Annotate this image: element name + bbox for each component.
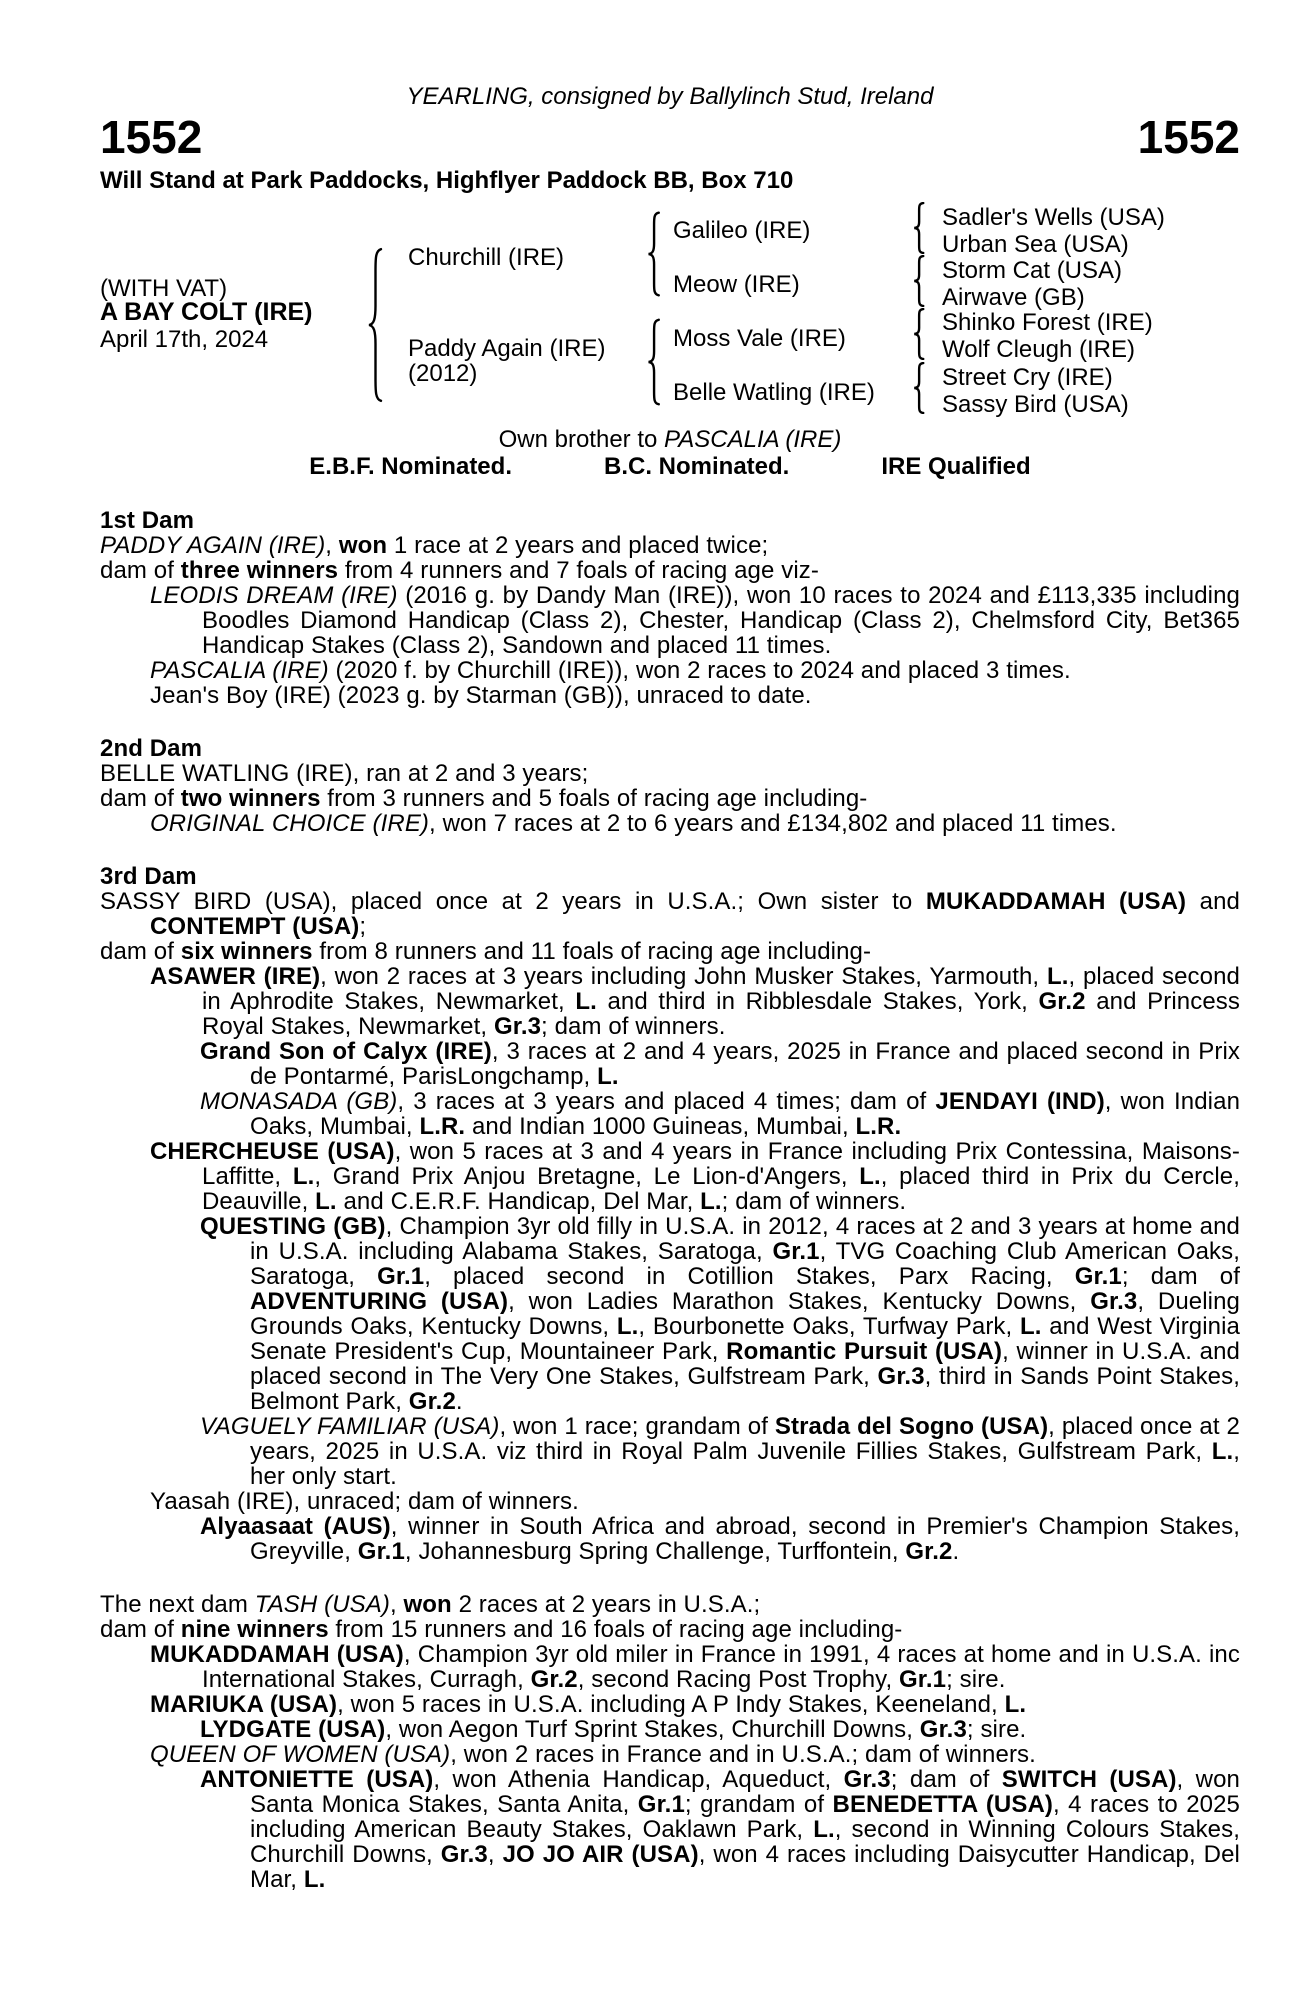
horse-entry-leodis-dream <box>100 583 1240 658</box>
text-segment: Gr.1 <box>357 1538 405 1565</box>
text-segment: two winners <box>180 785 321 812</box>
text-segment: L. <box>700 1188 722 1215</box>
dam-entry-belle-watling <box>100 761 1240 786</box>
great-grandparent-name: Street Cry (IRE) <box>942 364 1113 391</box>
nominations-line <box>100 453 1240 481</box>
text-segment: ; <box>359 913 367 940</box>
text-segment: , won 5 races in U.S.A. including A P Indy Stakes, Keeneland, <box>337 1691 1005 1718</box>
grandparent-name: Meow (IRE) <box>673 271 800 298</box>
text-segment: L. <box>616 1313 639 1340</box>
horse-entry-yaasah <box>100 1489 1240 1514</box>
pedigree-brace-icon <box>912 202 927 254</box>
text-segment: dam of <box>100 1616 181 1643</box>
great-grandparent-name: Shinko Forest (IRE) <box>942 309 1153 336</box>
text-segment: , Bourbonette Oaks, Turfway Park, <box>638 1313 1020 1340</box>
text-segment: Gr.1 <box>637 1791 685 1818</box>
text-segment: L. <box>1004 1691 1027 1718</box>
text-segment: L. <box>597 1063 619 1090</box>
lot-number-right: 1552 <box>1137 111 1240 163</box>
pedigree-text-body <box>100 508 1240 1892</box>
text-segment: ANTONIETTE (USA) <box>200 1766 434 1793</box>
horse-entry-asawer <box>100 964 1240 1039</box>
great-grandparent-name: Wolf Cleugh (IRE) <box>942 336 1135 363</box>
pedigree-brace-icon <box>912 362 927 414</box>
text-segment: 2 races at 2 years in U.S.A.; <box>451 1591 761 1618</box>
foal-date: April 17th, 2024 <box>100 326 269 353</box>
text-segment: , Grand Prix Anjou Bretagne, Le Lion-d'Angers, <box>314 1163 860 1190</box>
section-heading-2nd-dam <box>100 736 1240 761</box>
text-segment: MUKADDAMAH (USA) <box>150 1641 404 1668</box>
text-segment: nine winners <box>180 1616 329 1643</box>
text-segment: Gr.3 <box>877 1363 925 1390</box>
text-segment: , 4 races to 2025 including American Beauty Stakes, Oaklawn Park, <box>250 1791 1240 1843</box>
text-segment: , 3 races at 2 and 4 years, 2025 in France and placed second in Prix de Pontarmé, ParisLongchamp, <box>250 1038 1240 1090</box>
text-segment: LEODIS DREAM (IRE) <box>150 582 398 609</box>
text-segment: 1 race at 2 years and placed twice; <box>387 532 769 559</box>
nomination-ebf: E.B.F. Nominated. <box>309 453 512 480</box>
text-segment: CONTEMPT (USA) <box>150 913 360 940</box>
text-segment: TASH (USA) <box>254 1591 390 1618</box>
dam-produce-summary <box>100 939 1240 964</box>
text-segment: Gr.1 <box>377 1263 425 1290</box>
text-segment: , Johannesburg Spring Challenge, Turffontein, <box>404 1538 906 1565</box>
text-segment: Grand Son of Calyx (IRE) <box>200 1038 492 1065</box>
text-segment: PADDY AGAIN (IRE) <box>100 532 326 559</box>
text-segment: SWITCH (USA) <box>1001 1766 1177 1793</box>
text-segment: , won 1 race; grandam of <box>499 1413 775 1440</box>
dam-name: Paddy Again (IRE) <box>408 335 606 362</box>
horse-entry-monasada <box>100 1089 1240 1139</box>
text-segment: Romantic Pursuit (USA) <box>726 1338 1003 1365</box>
text-segment: from 8 runners and 11 foals of racing age including- <box>312 938 872 965</box>
dam-year: (2012) <box>408 360 478 387</box>
text-segment: , <box>487 1841 503 1868</box>
text-segment: L. <box>1046 963 1069 990</box>
text-segment: L.R. <box>419 1113 466 1140</box>
nomination-bc: B.C. Nominated. <box>603 453 790 480</box>
text-segment: Jean's Boy (IRE) (2023 g. by Starman (GB)), unraced to date. <box>150 682 812 709</box>
text-segment: , winner in South Africa and abroad, second in Premier's Champion Stakes, Greyville, <box>250 1513 1240 1565</box>
horse-entry-lydgate <box>100 1717 1240 1742</box>
text-segment: QUEEN OF WOMEN (USA) <box>150 1741 451 1768</box>
text-segment: , placed third in Prix du Cercle, Deauville, <box>202 1163 1240 1215</box>
text-segment: Gr.2 <box>1038 988 1086 1015</box>
text-segment: , won 4 races including Daisycutter Handicap, Del Mar, <box>250 1841 1240 1893</box>
sire-name: Churchill (IRE) <box>408 244 565 271</box>
horse-entry-mariuka <box>100 1692 1240 1717</box>
text-segment: three winners <box>180 557 339 584</box>
pedigree-brace-icon <box>646 211 663 297</box>
dam-produce-summary <box>100 558 1240 583</box>
text-segment: Gr.1 <box>899 1666 947 1693</box>
text-segment: BELLE WATLING (IRE), ran at 2 and 3 years; <box>100 760 589 787</box>
text-segment: , won Ladies Marathon Stakes, Kentucky Downs, <box>508 1288 1091 1315</box>
text-segment: L. <box>315 1188 337 1215</box>
stand-location-line: Will Stand at Park Paddocks, Highflyer Paddock BB, Box 710 <box>100 167 794 194</box>
dam-entry-paddy-again <box>100 533 1240 558</box>
text-segment: , won 2 races in France and in U.S.A.; dam of winners. <box>450 1741 1036 1768</box>
text-segment: , won Aegon Turf Sprint Stakes, Churchill Downs, <box>385 1716 920 1743</box>
text-segment: ; dam of <box>1121 1263 1241 1290</box>
text-segment: SASSY BIRD (USA), placed once at 2 years in U.S.A.; Own sister to <box>100 888 926 915</box>
text-segment: Gr.3 <box>1090 1288 1138 1315</box>
text-segment: from 15 runners and 16 foals of racing age including- <box>328 1616 903 1643</box>
text-segment: ; sire. <box>946 1666 1006 1693</box>
text-segment: , won Santa Monica Stakes, Santa Anita, <box>250 1766 1240 1818</box>
pedigree-brace-icon <box>912 308 927 360</box>
text-segment: MONASADA (GB) <box>200 1088 398 1115</box>
text-segment: CHERCHEUSE (USA) <box>150 1138 395 1165</box>
text-segment: BENEDETTA (USA) <box>832 1791 1053 1818</box>
horse-entry-jeans-boy <box>100 683 1240 708</box>
text-segment: , won 5 races at 3 and 4 years in France including Prix Contessina, Maisons-Laffitte, <box>202 1138 1240 1190</box>
text-segment: (2016 g. by Dandy Man (IRE)), won 10 races to 2024 and £113,335 including Boodles Diamond Handicap (Class 2), Chester, Handicap (Class 2), Chelmsford City, Bet365 Handicap Stakes (Class 2), Sandown and placed 11 times. <box>202 582 1240 659</box>
text-segment: ; dam of winners. <box>721 1188 907 1215</box>
text-segment: Alyaasaat (AUS) <box>200 1513 391 1540</box>
text-segment: PASCALIA (IRE) <box>150 657 329 684</box>
text-segment: , second in Winning Colours Stakes, Churchill Downs, <box>250 1816 1241 1868</box>
text-segment: Gr.2 <box>530 1666 578 1693</box>
nomination-ire: IRE Qualified <box>881 453 1031 480</box>
grandparent-name: Moss Vale (IRE) <box>673 325 846 352</box>
horse-entry-alyaasaat <box>100 1514 1240 1564</box>
text-segment: , Champion 3yr old filly in U.S.A. in 2012, 4 races at 2 and 3 years at home and in U.S.A. including Alabama Stakes, Saratoga, <box>250 1213 1240 1265</box>
text-segment: QUESTING (GB) <box>200 1213 386 1240</box>
great-grandparent-name: Sassy Bird (USA) <box>942 391 1129 418</box>
text-segment: and West Virginia Senate President's Cup, Mountaineer Park, <box>250 1313 1240 1365</box>
text-segment: 2nd Dam <box>100 735 203 762</box>
text-segment: . <box>952 1538 960 1565</box>
dam-entry-sassy-bird <box>100 889 1240 939</box>
lot-number-left: 1552 <box>100 111 203 163</box>
text-segment: JO JO AIR (USA) <box>502 1841 699 1868</box>
text-segment: Gr.2 <box>408 1388 456 1415</box>
text-segment: , won Athenia Handicap, Aqueduct, <box>433 1766 844 1793</box>
text-segment: Gr.3 <box>440 1841 488 1868</box>
text-segment: MARIUKA (USA) <box>150 1691 338 1718</box>
text-segment: ; dam of <box>890 1766 1002 1793</box>
dam-produce-summary <box>100 786 1240 811</box>
subject-name: A BAY COLT (IRE) <box>100 298 313 326</box>
text-segment: L. <box>813 1816 835 1843</box>
text-segment: Gr.2 <box>905 1538 953 1565</box>
text-segment: ; dam of winners. <box>541 1013 726 1040</box>
text-segment: Gr.1 <box>1074 1263 1122 1290</box>
text-segment: (2020 f. by Churchill (IRE)), won 2 races to 2024 and placed 3 times. <box>328 657 1071 684</box>
text-segment: and Princess Royal Stakes, Newmarket, <box>202 988 1240 1040</box>
text-segment: six winners <box>180 938 313 965</box>
text-segment: LYDGATE (USA) <box>200 1716 386 1743</box>
text-segment: , <box>389 1591 404 1618</box>
horse-entry-chercheuse <box>100 1139 1240 1214</box>
great-grandparent-name: Sadler's Wells (USA) <box>942 204 1165 231</box>
pedigree-brace-icon <box>912 255 927 307</box>
text-segment: , her only start. <box>250 1438 1240 1490</box>
text-segment: and C.E.R.F. Handicap, Del Mar, <box>336 1188 701 1215</box>
text-segment: , TVG Coaching Club American Oaks, Saratoga, <box>250 1238 1240 1290</box>
text-segment: , won Indian Oaks, Mumbai, <box>250 1088 1241 1140</box>
text-segment: from 3 runners and 5 foals of racing age including- <box>320 785 868 812</box>
text-segment: won <box>338 532 388 559</box>
text-segment: won <box>403 1591 452 1618</box>
text-segment: Strada del Sogno (USA) <box>774 1413 1049 1440</box>
section-heading-1st-dam <box>100 508 1240 533</box>
text-segment: ; sire. <box>966 1716 1027 1743</box>
text-segment: MUKADDAMAH (USA) <box>925 888 1187 915</box>
text-segment: , 3 races at 3 years and placed 4 times; dam of <box>397 1088 936 1115</box>
text-segment: , third in Sands Point Stakes, Belmont Park, <box>250 1363 1240 1415</box>
text-segment: VAGUELY FAMILIAR (USA) <box>200 1413 500 1440</box>
great-grandparent-name: Storm Cat (USA) <box>942 257 1123 284</box>
text-segment: Gr.1 <box>772 1238 820 1265</box>
text-segment: L. <box>859 1163 881 1190</box>
text-segment: JENDAYI (IND) <box>935 1088 1105 1115</box>
text-segment: ADVENTURING (USA) <box>250 1288 509 1315</box>
horse-entry-vaguely-familiar <box>100 1414 1240 1489</box>
text-segment: , placed second in Cotillion Stakes, Parx Racing, <box>424 1263 1075 1290</box>
horse-entry-antoniette <box>100 1767 1240 1892</box>
text-segment: dam of <box>100 938 181 965</box>
text-segment: , placed second in Aphrodite Stakes, Newmarket, <box>202 963 1240 1015</box>
own-brother-prefix: Own brother to <box>498 426 665 453</box>
text-segment: ORIGINAL CHOICE (IRE) <box>150 810 430 837</box>
pedigree-brace-icon <box>646 318 663 406</box>
text-segment: and <box>1186 888 1240 915</box>
text-segment: Gr.3 <box>843 1766 891 1793</box>
own-brother-note <box>100 426 1240 454</box>
text-segment: ; grandam of <box>684 1791 833 1818</box>
text-segment: L.R. <box>855 1113 902 1140</box>
text-segment: , Champion 3yr old miler in France in 1991, 4 races at home and in U.S.A. inc International Stakes, Curragh, <box>202 1641 1240 1693</box>
text-segment: dam of <box>100 785 181 812</box>
text-segment: L. <box>1019 1313 1042 1340</box>
text-segment: from 4 runners and 7 foals of racing age viz- <box>338 557 819 584</box>
text-segment: Gr.3 <box>493 1013 542 1040</box>
horse-entry-mukaddamah <box>100 1642 1240 1692</box>
section-heading-3rd-dam <box>100 864 1240 889</box>
text-segment: Gr.3 <box>919 1716 967 1743</box>
text-segment: L. <box>303 1866 326 1893</box>
text-segment: , won 2 races at 3 years including John Musker Stakes, Yarmouth, <box>320 963 1047 990</box>
horse-entry-grand-son-of-calyx <box>100 1039 1240 1089</box>
text-segment: The next dam <box>100 1591 255 1618</box>
great-grandparent-name: Airwave (GB) <box>942 284 1085 311</box>
horse-entry-queen-of-women <box>100 1742 1240 1767</box>
text-segment: , <box>325 532 339 559</box>
horse-entry-original-choice <box>100 811 1240 836</box>
consignor-line: YEARLING, consigned by Ballylinch Stud, Ireland <box>406 83 934 110</box>
vat-note: (WITH VAT) <box>100 275 228 302</box>
text-segment: L. <box>292 1163 315 1190</box>
dam-entry-tash <box>100 1592 1240 1617</box>
pedigree-brace-icon <box>366 246 386 404</box>
dam-produce-summary <box>100 1617 1240 1642</box>
text-segment: . <box>455 1388 463 1415</box>
text-segment: , second Racing Post Trophy, <box>577 1666 900 1693</box>
horse-entry-pascalia <box>100 658 1240 683</box>
own-brother-name: PASCALIA (IRE) <box>664 426 842 453</box>
horse-entry-questing <box>100 1214 1240 1414</box>
grandparent-name: Belle Watling (IRE) <box>673 379 875 406</box>
text-segment: and Indian 1000 Guineas, Mumbai, <box>465 1113 856 1140</box>
text-segment: ASAWER (IRE) <box>150 963 321 990</box>
grandparent-name: Galileo (IRE) <box>673 217 811 244</box>
great-grandparent-name: Urban Sea (USA) <box>942 231 1129 258</box>
text-segment: , Dueling Grounds Oaks, Kentucky Downs, <box>250 1288 1241 1340</box>
text-segment: , winner in U.S.A. and placed second in The Very One Stakes, Gulfstream Park, <box>250 1338 1240 1390</box>
text-segment: and third in Ribblesdale Stakes, York, <box>596 988 1039 1015</box>
text-segment: 3rd Dam <box>100 863 197 890</box>
text-segment: L. <box>575 988 597 1015</box>
text-segment: L. <box>1211 1438 1234 1465</box>
text-segment: Yaasah (IRE), unraced; dam of winners. <box>150 1488 579 1515</box>
text-segment: , placed once at 2 years, 2025 in U.S.A. viz third in Royal Palm Juvenile Fillies Stakes, Gulfstream Park, <box>250 1413 1240 1465</box>
text-segment: , won 7 races at 2 to 6 years and £134,802 and placed 11 times. <box>429 810 1117 837</box>
text-segment: 1st Dam <box>100 507 195 534</box>
text-segment: dam of <box>100 557 181 584</box>
